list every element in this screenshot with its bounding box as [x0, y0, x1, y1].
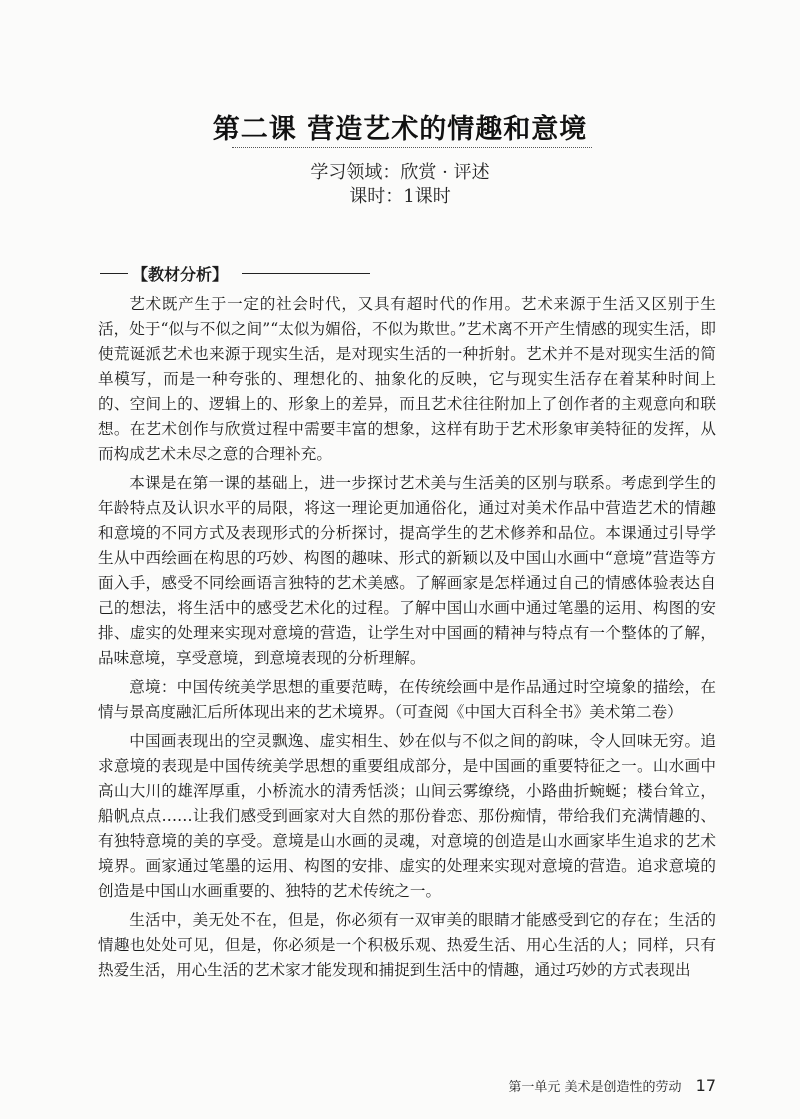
paragraph: 艺术既产生于一定的社会时代，又具有超时代的作用。艺术来源于生活又区别于生活，处于“似与不似之间”“太似为媚俗，不似为欺世。”艺术离不开产生情感的现实生活，即使荒诞派艺术也来源于现实生活，是对现实生活的一种折射。艺术并不是对现实生活的简单模写，而是一种夸张的、理想化的、抽象化的反映，它与现实生活存在着某种时间上的、空间上的、逻辑上的、形象上的差异，而且艺术往往附加上了创作者的主观意向和联想。在艺术创作与欣赏过程中需要丰富的想象，这样有助于艺术形象审美特征的发挥，从而构成艺术未尽之意的合理补充。 [98, 295, 716, 463]
paragraph: 中国画表现出的空灵飘逸、虚实相生、妙在似与不似之间的韵味，令人回味无穷。追求意境的表现是中国传统美学思想的重要组成部分，是中国画的重要特征之一。山水画中高山大川的雄浑厚重，小桥流水的清秀恬淡；山间云雾缭绕，小路曲折蜿蜒；楼台耸立，船帆点点……让我们感受到画家对大自然的那份眷恋、那份痴情，带给我们充满情趣的、有独特意境的美的享受。意境是山水画的灵魂，对意境的创造是山水画家毕生追求的艺术境界。画家通过笔墨的运用、构图的安排、虚实的处理来实现对意境的营造。追求意境的创造是中国山水画重要的、独特的艺术传统之一。 [98, 732, 716, 900]
learning-domain: 学习领域：欣赏 · 评述 [310, 162, 490, 183]
section-heading [100, 262, 370, 284]
heading-rule-right [242, 273, 370, 274]
paragraph: 意境：中国传统美学思想的重要范畴，在传统绘画中是作品通过时空境象的描绘，在情与景高度融汇后所体现出来的艺术境界。（可查阅《中国大百科全书》美术第二卷） [98, 678, 716, 721]
page-number: 17 [695, 1076, 716, 1095]
paragraph: 本课是在第一课的基础上，进一步探讨艺术美与生活美的区别与联系。考虑到学生的年龄特点及认识水平的局限，将这一理论更加通俗化，通过对美术作品中营造艺术的情趣和意境的不同方式及表现形式的分析探讨，提高学生的艺术修养和品位。本课通过引导学生从中西绘画在构思的巧妙、构图的趣味、形式的新颖以及中国山水画中“意境”营造等方面入手，感受不同绘画语言独特的艺术美感。了解画家是怎样通过自己的情感体验表达自己的想法，将生活中的感受艺术化的过程。了解中国山水画中通过笔墨的运用、构图的安排、虚实的处理来实现对意境的营造，让学生对中国画的精神与特点有一个整体的了解，品味意境，享受意境，到意境表现的分析理解。 [98, 474, 716, 667]
title-divider [232, 147, 592, 148]
lesson-title: 第二课 营造艺术的情趣和意境 [212, 114, 588, 145]
unit-label: 第一单元 美术是创造性的劳动 [508, 1080, 682, 1095]
body-text [98, 292, 716, 987]
class-hours: 课时：1课时 [349, 186, 451, 207]
section-heading-label: 【教材分析】 [132, 265, 229, 284]
heading-rule-left [100, 273, 128, 274]
page-footer [508, 1076, 716, 1095]
paragraph: 生活中，美无处不在，但是，你必须有一双审美的眼睛才能感受到它的存在；生活的情趣也处处可见，但是，你必须是一个积极乐观、热爱生活、用心生活的人；同样，只有热爱生活，用心生活的艺术家才能发现和捕捉到生活中的情趣，通过巧妙的方式表现出 [98, 911, 716, 979]
